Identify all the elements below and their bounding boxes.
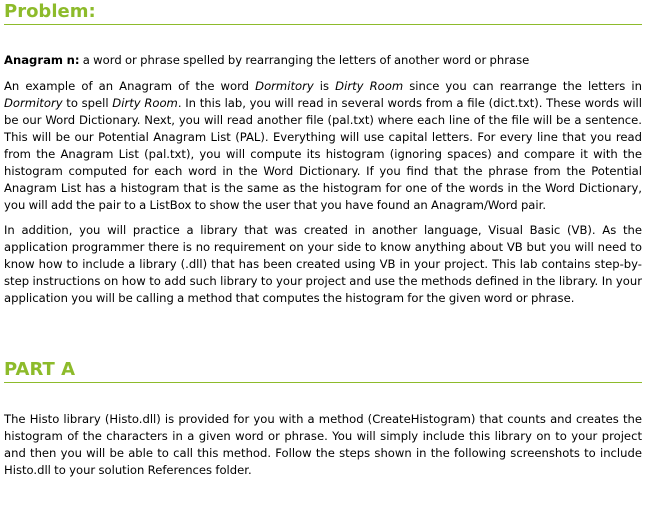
paragraph1-segment-4: to spell [62,96,113,110]
paragraph-histo-library: The Histo library (Histo.dll) is provided for you with a method (CreateHistogram) that counts and creates the histogram of the characters in a given word or phrase. You will simply include this library on to your project and then you will be able to call this method. Follow the steps shown in the following screenshots to include Histo.dll to your solution References folder. [4,412,642,477]
anagram-definition [4,52,642,69]
problem-heading: Problem: [4,1,642,25]
paragraph1-emphasis-1: Dormitory [255,79,314,93]
paragraph1-segment-5: . In this lab, you will read in several words from a file (dict.txt). These words will be our Word Dictionary. Next, you will read another file (pal.txt) where each line of the file will be a sentence. This will be our Potential Anagram List (PAL). Everything will use capital letters. For every line that you read from the Anagram List (pal.txt), you will compute its histogram (ignoring spaces) and compare it with the histogram computed for each word in the Word Dictionary. If you find that the phrase from the Potential Anagram List has a histogram that is the same as the histogram for one of the words in the Word Dictionary, you will add the pair to a ListBox to show the user that you have found an Anagram/Word pair. [4,96,642,212]
definition-term: Anagram n: [4,53,80,67]
paragraph1-emphasis-3: Dormitory [4,96,63,110]
paragraph1-emphasis-2: Dirty Room [335,79,404,93]
paragraph-anagram-example [4,78,642,214]
paragraph-visual-basic-library: In addition, you will practice a library that was created in another language, Visual Basic (VB). As the application programmer there is no requirement on your side to know anything about VB but you will need to know how to include a library (.dll) that has been created using VB in your project. This lab contains step-by-step instructions on how to add such library to your project and use the methods defined in the library. In your application you will be calling a method that computes the histogram for the given word or phrase. [4,223,642,305]
part-a-heading: PART A [4,359,642,383]
paragraph1-emphasis-4: Dirty Room [112,96,178,110]
paragraph1-segment-1: An example of an Anagram of the word [4,79,256,93]
definition-text: a word or phrase spelled by rearranging the letters of another word or phrase [79,53,530,67]
paragraph1-segment-3: since you can rearrange the letters in [403,79,642,93]
paragraph1-segment-2: is [313,79,336,93]
document-page [4,0,642,479]
